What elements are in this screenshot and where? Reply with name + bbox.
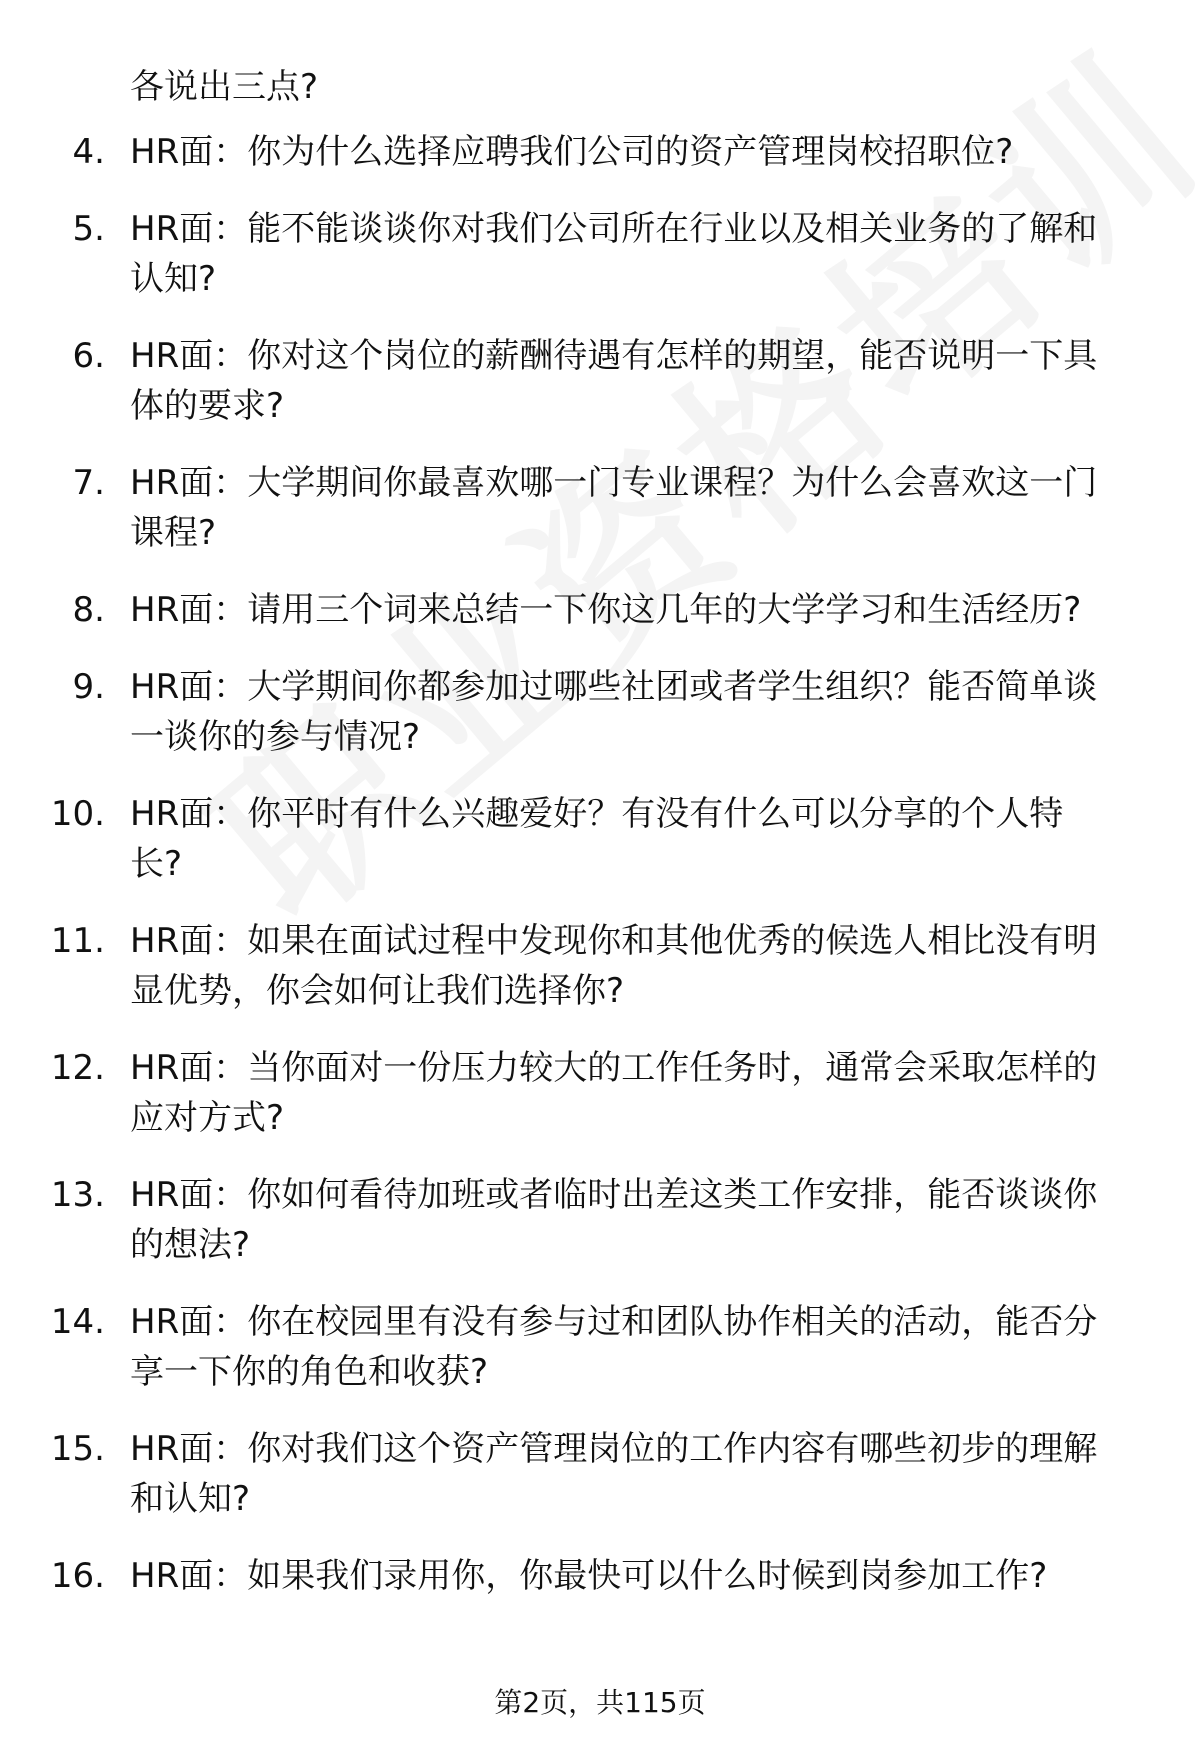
item-text: HR面：如果我们录用你，你最快可以什么时候到岗参加工作?	[130, 1556, 1048, 1596]
item-text: HR面：你平时有什么兴趣爱好？有没有什么可以分享的个人特 长?	[130, 794, 1064, 884]
item-text: HR面：你对我们这个资产管理岗位的工作内容有哪些初步的理解 和认知?	[130, 1429, 1098, 1519]
page-footer: 第2页，共115页	[494, 1686, 706, 1719]
item-text: HR面：大学期间你都参加过哪些社团或者学生组织？能否简单谈 一谈你的参与情况?	[130, 667, 1098, 757]
item-text: HR面：你在校园里有没有参与过和团队协作相关的活动，能否分 享一下你的角色和收获?	[130, 1302, 1098, 1392]
item-text: HR面：能不能谈谈你对我们公司所在行业以及相关业务的了解和 认知?	[130, 209, 1098, 299]
item-number: 13.	[50, 1175, 105, 1215]
item-number: 11.	[50, 921, 105, 961]
item-number: 9.	[72, 667, 105, 707]
item-text: HR面：大学期间你最喜欢哪一门专业课程？为什么会喜欢这一门 课程?	[130, 463, 1098, 553]
item-number: 8.	[72, 590, 105, 630]
item-text: HR面：如果在面试过程中发现你和其他优秀的候选人相比没有明 显优势，你会如何让我们选择你?	[130, 921, 1098, 1011]
item-number: 15.	[50, 1429, 105, 1469]
item-number: 14.	[50, 1302, 105, 1342]
item-text: HR面：你为什么选择应聘我们公司的资产管理岗校招职位?	[130, 132, 1014, 172]
item-number: 10.	[50, 794, 105, 834]
item-text: HR面：当你面对一份压力较大的工作任务时，通常会采取怎样的 应对方式?	[130, 1048, 1098, 1138]
item-number: 5.	[72, 209, 105, 249]
continuation-text: 各说出三点?	[130, 67, 319, 107]
item-number: 12.	[50, 1048, 105, 1088]
item-number: 7.	[72, 463, 105, 503]
item-number: 16.	[50, 1556, 105, 1596]
item-number: 4.	[72, 132, 105, 172]
item-number: 6.	[72, 336, 105, 376]
item-text: HR面：请用三个词来总结一下你这几年的大学学习和生活经历?	[130, 590, 1082, 630]
item-text: HR面：你如何看待加班或者临时出差这类工作安排，能否谈谈你 的想法?	[130, 1175, 1098, 1265]
item-text: HR面：你对这个岗位的薪酬待遇有怎样的期望，能否说明一下具 体的要求?	[130, 336, 1098, 426]
